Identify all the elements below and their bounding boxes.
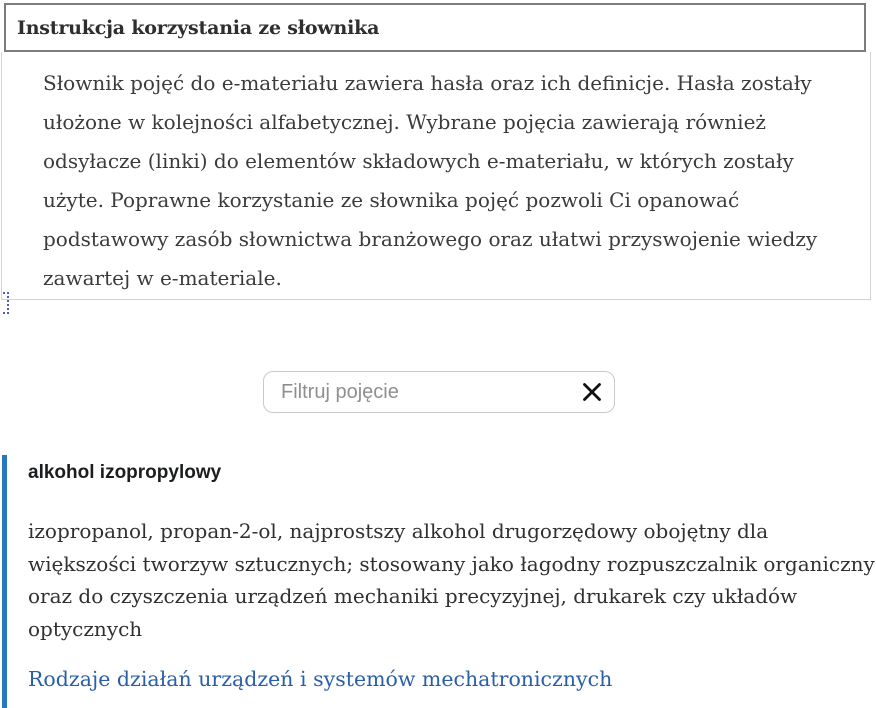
instruction-text: Słownik pojęć do e-materiału zawiera hasła oraz ich definicje. Hasła zostały ułożone w kolejności alfabetycznej. Wybrane pojęcia zawierają również odsyłacze (linki) do elementów składowych e-materiału, w których zostały użyte. Poprawne korzystanie ze słownika pojęć pozwoli Ci opanować podstawowy zasób słownictwa branżowego oraz ułatwi przyswojenie wiedzy zawartej w e-materiale.: [43, 71, 818, 290]
related-material-link[interactable]: Rodzaje działań urządzeń i systemów mechatronicznych: [28, 667, 613, 691]
close-icon: [581, 381, 603, 403]
glossary-entry: [2, 455, 876, 708]
entry-definition: izopropanol, propan-2-ol, najprostszy alkohol drugorzędowy obojętny dla większości tworzyw sztucznych; stosowany jako łagodny rozpuszczalnik organiczny oraz do czyszczenia urządzeń mechaniki precyzyjnej, drukarek czy układów optycznych: [28, 519, 875, 641]
instruction-header: [4, 3, 866, 52]
entry-term: alkohol izopropylowy: [28, 462, 222, 483]
instruction-body: [1, 52, 871, 300]
instruction-title: Instrukcja korzystania ze słownika: [17, 16, 380, 39]
clear-filter-button[interactable]: [577, 377, 607, 407]
focus-outline-artifact: [0, 292, 9, 314]
filter-container: [263, 371, 615, 413]
filter-input[interactable]: [263, 371, 615, 413]
